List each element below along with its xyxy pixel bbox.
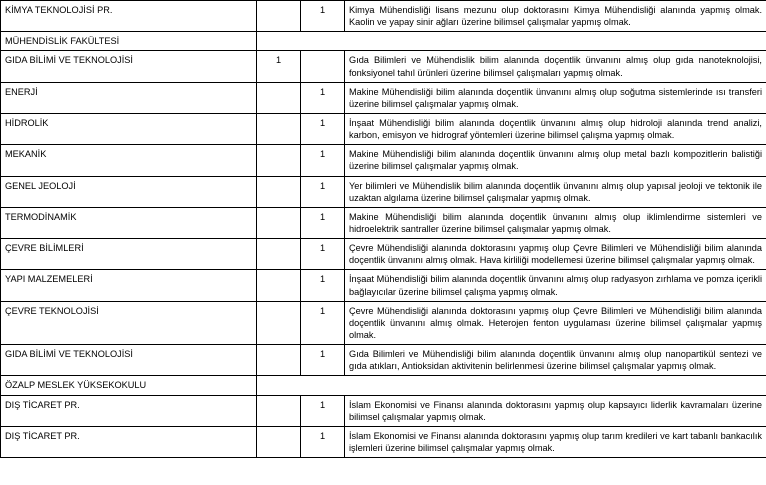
table-row [1, 145, 766, 176]
program-name-cell: GIDA BİLİMİ VE TEKNOLOJİSİ [1, 345, 257, 376]
program-name-cell: YAPI MALZEMELERİ [1, 270, 257, 301]
program-name-cell: ÖZALP MESLEK YÜKSEKOKULU [1, 376, 257, 395]
count-associate-cell: 1 [301, 239, 345, 270]
count-associate-cell: 1 [301, 1, 345, 32]
count-associate-cell [301, 51, 345, 82]
count-associate-cell: 1 [301, 207, 345, 238]
count-professor-cell [257, 1, 301, 32]
program-name-cell: MEKANİK [1, 145, 257, 176]
requirements-cell: Makine Mühendisliği bilim alanında doçentlik ünvanını almış olup soğutma sistemlerinde ısı transferi üzerine bilimsel çalışmalar yapmış olmak. [345, 82, 766, 113]
table-row [1, 376, 766, 395]
table-row [1, 345, 766, 376]
table-row [1, 207, 766, 238]
table-row [1, 426, 766, 457]
requirements-cell: Çevre Mühendisliği alanında doktorasını yapmış olup Çevre Bilimleri ve Mühendisliği bilim alanında doçentlik ünvanını almış olmak. Heterojen fenton uygulaması üzerine bilimsel çalışmalar yapmış olmak. [345, 301, 766, 344]
requirements-cell: Kimya Mühendisliği lisans mezunu olup doktorasını Kimya Mühendisliği alanında yapmış olmak. Kaolin ve yapay sinir ağları üzerine bilimsel çalışmalar yapmış olmak. [345, 1, 766, 32]
table-row [1, 270, 766, 301]
count-professor-cell [257, 113, 301, 144]
program-name-cell: ENERJİ [1, 82, 257, 113]
program-name-cell: MÜHENDİSLİK FAKÜLTESİ [1, 32, 257, 51]
table-row [1, 113, 766, 144]
program-name-cell: ÇEVRE TEKNOLOJİSİ [1, 301, 257, 344]
count-associate-cell: 1 [301, 113, 345, 144]
count-professor-cell [257, 426, 301, 457]
program-name-cell: KİMYA TEKNOLOJİSİ PR. [1, 1, 257, 32]
program-name-cell: HİDROLİK [1, 113, 257, 144]
table-row [1, 395, 766, 426]
program-name-cell: ÇEVRE BİLİMLERİ [1, 239, 257, 270]
requirements-cell: Gıda Bilimleri ve Mühendisliği bilim alanında doçentlik ünvanını almış olup nanopartikül sentezi ve gıda atıkları, Antioksidan aktivitenin belirlenmesi üzerine bilimsel çalışmalar yapmış olmak. [345, 345, 766, 376]
requirements-cell: İnşaat Mühendisliği bilim alanında doçentlik ünvanını almış olup radyasyon zırhlama ve pomza içerikli bağlayıcılar üzerine bilimsel çalışma yapmış olmak. [345, 270, 766, 301]
section-spacer-cell [257, 32, 766, 51]
table-row [1, 82, 766, 113]
table-row [1, 1, 766, 32]
count-professor-cell [257, 82, 301, 113]
table-row [1, 51, 766, 82]
requirements-cell: Makine Mühendisliği bilim alanında doçentlik ünvanını almış olup metal bazlı kompozitlerin balistiği üzerine bilimsel çalışmalar yapmış olmak. [345, 145, 766, 176]
program-name-cell: TERMODİNAMİK [1, 207, 257, 238]
section-spacer-cell [257, 376, 766, 395]
program-name-cell: GIDA BİLİMİ VE TEKNOLOJİSİ [1, 51, 257, 82]
count-professor-cell [257, 207, 301, 238]
table-row [1, 301, 766, 344]
program-name-cell: DIŞ TİCARET PR. [1, 426, 257, 457]
table-row [1, 32, 766, 51]
count-associate-cell: 1 [301, 176, 345, 207]
requirements-cell: İnşaat Mühendisliği bilim alanında doçentlik ünvanını almış olup hidroloji alanında trend analizi, karbon, emisyon ve hidrograf yöntemleri üzerine bilimsel çalışma yapmış olmak. [345, 113, 766, 144]
count-associate-cell: 1 [301, 345, 345, 376]
count-professor-cell [257, 270, 301, 301]
requirements-cell: Çevre Mühendisliği alanında doktorasını yapmış olup Çevre Bilimleri ve Mühendisliği bilim alanında doçentlik ünvanını almış olmak. Hava kirliliği modellemesi üzerine bilimsel çalışmalar yapmış olmak. [345, 239, 766, 270]
count-associate-cell: 1 [301, 270, 345, 301]
requirements-cell: Gıda Bilimleri ve Mühendislik bilim alanında doçentlik ünvanını almış olup gıda nanoteknolojisi, fonksiyonel tahıl ürünleri üzerine bilimsel çalışmaları yapmış olmak. [345, 51, 766, 82]
count-associate-cell: 1 [301, 301, 345, 344]
count-professor-cell [257, 345, 301, 376]
program-name-cell: DIŞ TİCARET PR. [1, 395, 257, 426]
requirements-cell: İslam Ekonomisi ve Finansı alanında doktorasını yapmış olup tarım kredileri ve kart tabanlı bankacılık işlemleri üzerine bilimsel çalışmalar yapmış olmak. [345, 426, 766, 457]
count-professor-cell [257, 395, 301, 426]
count-professor-cell [257, 301, 301, 344]
count-associate-cell: 1 [301, 395, 345, 426]
table-body [1, 1, 766, 458]
count-associate-cell: 1 [301, 82, 345, 113]
requirements-cell: İslam Ekonomisi ve Finansı alanında doktorasını yapmış olup kapsayıcı liderlik kavramaları üzerine bilimsel çalışmalar yapmış olmak. [345, 395, 766, 426]
requirements-cell: Yer bilimleri ve Mühendislik bilim alanında doçentlik ünvanını almış olup yapısal jeoloji ve tektonik ile uzaktan algılama üzerine bilimsel çalışmalar yapmış olmak. [345, 176, 766, 207]
count-professor-cell [257, 239, 301, 270]
count-professor-cell [257, 176, 301, 207]
count-associate-cell: 1 [301, 145, 345, 176]
requirements-cell: Makine Mühendisliği bilim alanında doçentlik ünvanını almış olup iklimlendirme sistemleri ve hidroelektrik santraller üzerine bilimsel çalışmalar yapmış olmak. [345, 207, 766, 238]
program-name-cell: GENEL JEOLOJİ [1, 176, 257, 207]
count-professor-cell: 1 [257, 51, 301, 82]
table-row [1, 239, 766, 270]
count-associate-cell: 1 [301, 426, 345, 457]
table-row [1, 176, 766, 207]
count-professor-cell [257, 145, 301, 176]
